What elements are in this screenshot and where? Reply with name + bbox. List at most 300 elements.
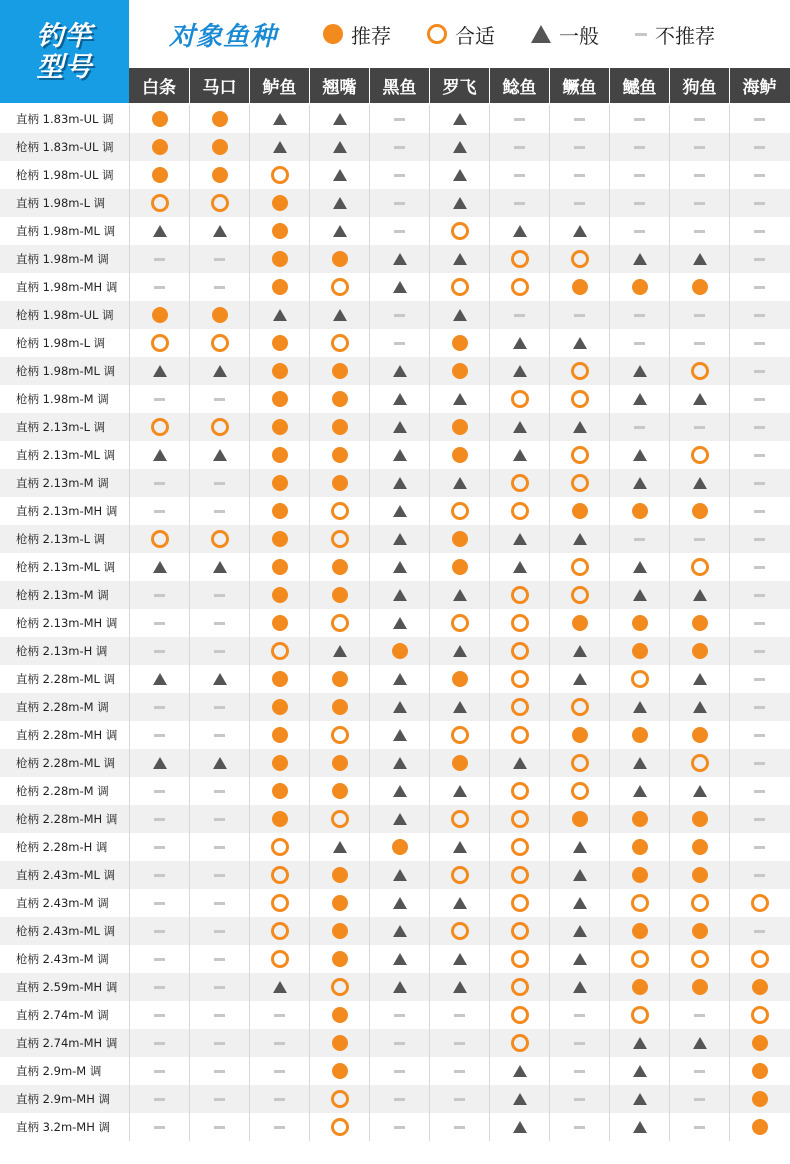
rod-model-label: 枪柄 2.13m-M 调 bbox=[16, 588, 109, 602]
rating-cell bbox=[369, 1029, 429, 1057]
rating-cell bbox=[489, 945, 549, 973]
rating-cell bbox=[249, 1057, 309, 1085]
triangle-icon bbox=[693, 785, 707, 797]
dash-icon bbox=[154, 790, 165, 793]
dash-icon bbox=[694, 342, 705, 345]
ring-icon bbox=[571, 782, 589, 800]
triangle-icon bbox=[393, 757, 407, 769]
triangle-icon bbox=[453, 645, 467, 657]
rating-cell bbox=[429, 469, 489, 497]
rating-cell bbox=[189, 1085, 249, 1113]
rating-cell bbox=[129, 917, 189, 945]
rating-cell bbox=[609, 1085, 669, 1113]
triangle-icon bbox=[453, 169, 467, 181]
filled-circle-icon bbox=[632, 979, 648, 995]
rating-cell bbox=[669, 917, 729, 945]
dash-icon bbox=[154, 734, 165, 737]
rating-cell bbox=[549, 805, 609, 833]
rating-cell bbox=[309, 1113, 369, 1141]
ring-icon bbox=[151, 334, 169, 352]
rod-model-label: 直柄 1.98m-MH 调 bbox=[16, 280, 118, 294]
triangle-icon bbox=[453, 981, 467, 993]
rating-cell bbox=[249, 693, 309, 721]
dash-icon bbox=[214, 622, 225, 625]
rating-cell bbox=[609, 217, 669, 245]
triangle-icon bbox=[693, 393, 707, 405]
triangle-icon bbox=[633, 785, 647, 797]
triangle-icon bbox=[693, 1037, 707, 1049]
filled-circle-icon bbox=[752, 1091, 768, 1107]
filled-circle-icon bbox=[272, 587, 288, 603]
filled-circle-icon bbox=[152, 307, 168, 323]
legend-label-not-recommended: 不推荐 bbox=[655, 23, 716, 48]
ring-icon bbox=[211, 418, 229, 436]
dash-icon bbox=[754, 342, 765, 345]
triangle-icon bbox=[393, 589, 407, 601]
rating-cell bbox=[129, 637, 189, 665]
rating-cell bbox=[669, 133, 729, 161]
filled-circle-icon bbox=[752, 1035, 768, 1051]
ring-icon bbox=[331, 978, 349, 996]
rating-cell bbox=[429, 609, 489, 637]
dash-icon bbox=[694, 538, 705, 541]
rod-model-label: 直柄 2.74m-MH 调 bbox=[16, 1036, 118, 1050]
dash-icon bbox=[574, 202, 585, 205]
triangle-icon bbox=[453, 197, 467, 209]
rating-cell bbox=[369, 833, 429, 861]
rating-cell bbox=[429, 1085, 489, 1113]
ring-icon bbox=[511, 1006, 529, 1024]
filled-circle-icon bbox=[332, 1007, 348, 1023]
rating-cell bbox=[489, 1085, 549, 1113]
triangle-icon bbox=[393, 393, 407, 405]
table-row bbox=[0, 469, 790, 497]
dash-icon bbox=[154, 1126, 165, 1129]
table-row bbox=[0, 889, 790, 917]
dash-icon bbox=[214, 1014, 225, 1017]
triangle-icon bbox=[393, 365, 407, 377]
rating-cell bbox=[309, 581, 369, 609]
rating-cell bbox=[729, 189, 789, 217]
ring-icon bbox=[331, 530, 349, 548]
filled-circle-icon bbox=[212, 139, 228, 155]
triangle-icon bbox=[633, 561, 647, 573]
rating-cell bbox=[429, 861, 489, 889]
rating-cell bbox=[489, 1057, 549, 1085]
filled-circle-icon bbox=[692, 811, 708, 827]
filled-circle-icon bbox=[212, 307, 228, 323]
rating-cell bbox=[549, 693, 609, 721]
rating-cell bbox=[729, 805, 789, 833]
rating-cell bbox=[489, 1113, 549, 1141]
dash-icon bbox=[754, 678, 765, 681]
triangle-icon bbox=[333, 197, 347, 209]
filled-circle-icon bbox=[332, 783, 348, 799]
ring-icon bbox=[571, 362, 589, 380]
rating-cell bbox=[729, 1001, 789, 1029]
filled-circle-icon bbox=[272, 223, 288, 239]
rating-cell bbox=[549, 469, 609, 497]
dash-icon bbox=[154, 482, 165, 485]
rating-cell bbox=[669, 525, 729, 553]
rating-cell bbox=[129, 833, 189, 861]
rating-cell bbox=[369, 189, 429, 217]
table-row bbox=[0, 749, 790, 777]
rating-cell bbox=[309, 665, 369, 693]
rating-cell bbox=[669, 581, 729, 609]
rating-cell bbox=[549, 1113, 609, 1141]
rating-cell bbox=[369, 441, 429, 469]
dash-icon bbox=[574, 1098, 585, 1101]
ring-icon bbox=[511, 894, 529, 912]
rating-cell bbox=[429, 189, 489, 217]
triangle-icon bbox=[573, 925, 587, 937]
dash-icon bbox=[214, 846, 225, 849]
rod-model-label: 直柄 2.28m-MH 调 bbox=[16, 728, 118, 742]
dash-icon bbox=[154, 1014, 165, 1017]
rod-model-label: 枪柄 2.43m-M 调 bbox=[16, 952, 109, 966]
triangle-icon bbox=[633, 449, 647, 461]
ring-icon bbox=[511, 250, 529, 268]
rating-cell bbox=[129, 945, 189, 973]
dash-icon bbox=[574, 1126, 585, 1129]
rating-cell bbox=[369, 917, 429, 945]
rating-cell bbox=[549, 917, 609, 945]
triangle-icon bbox=[513, 1093, 527, 1105]
rating-cell bbox=[129, 497, 189, 525]
rod-model-label: 直柄 1.83m-UL 调 bbox=[16, 112, 114, 126]
rating-cell bbox=[549, 749, 609, 777]
ring-icon bbox=[571, 586, 589, 604]
rating-cell bbox=[549, 189, 609, 217]
rating-cell bbox=[309, 161, 369, 189]
triangle-icon bbox=[453, 477, 467, 489]
dash-icon bbox=[214, 818, 225, 821]
rating-cell bbox=[729, 609, 789, 637]
triangle-icon bbox=[213, 757, 227, 769]
triangle-icon bbox=[513, 533, 527, 545]
rating-cell bbox=[489, 469, 549, 497]
rating-cell bbox=[729, 133, 789, 161]
dash-icon bbox=[274, 1014, 285, 1017]
rating-cell bbox=[189, 609, 249, 637]
rating-cell bbox=[249, 945, 309, 973]
rating-cell bbox=[309, 861, 369, 889]
rod-model-label: 枪柄 2.13m-L 调 bbox=[16, 532, 106, 546]
rating-cell bbox=[309, 273, 369, 301]
rod-model-label: 枪柄 2.13m-MH 调 bbox=[16, 616, 118, 630]
rating-cell bbox=[489, 609, 549, 637]
rating-cell bbox=[549, 441, 609, 469]
dash-icon bbox=[214, 874, 225, 877]
triangle-icon bbox=[513, 225, 527, 237]
triangle-icon bbox=[633, 1037, 647, 1049]
rod-model-label: 直柄 1.98m-L 调 bbox=[16, 196, 106, 210]
rating-cell bbox=[429, 777, 489, 805]
dash-icon bbox=[754, 734, 765, 737]
triangle-icon bbox=[693, 589, 707, 601]
rating-cell bbox=[609, 721, 669, 749]
dash-icon bbox=[754, 286, 765, 289]
triangle-icon bbox=[393, 421, 407, 433]
rating-cell bbox=[429, 525, 489, 553]
rating-cell bbox=[249, 1001, 309, 1029]
rating-cell bbox=[429, 833, 489, 861]
rating-cell bbox=[609, 945, 669, 973]
dash-icon bbox=[754, 566, 765, 569]
rating-cell bbox=[189, 301, 249, 329]
triangle-icon bbox=[633, 393, 647, 405]
rating-cell bbox=[729, 161, 789, 189]
rating-cell bbox=[309, 525, 369, 553]
dash-icon bbox=[694, 1070, 705, 1073]
table-row bbox=[0, 497, 790, 525]
rating-cell bbox=[669, 385, 729, 413]
filled-circle-icon bbox=[272, 727, 288, 743]
rating-cell bbox=[249, 105, 309, 133]
triangle-icon bbox=[573, 841, 587, 853]
rod-model-label: 枪柄 2.43m-ML 调 bbox=[16, 924, 116, 938]
ring-icon bbox=[511, 978, 529, 996]
dash-icon bbox=[574, 1014, 585, 1017]
rating-cell bbox=[609, 245, 669, 273]
triangle-icon bbox=[213, 673, 227, 685]
dash-icon bbox=[634, 118, 645, 121]
rating-cell bbox=[669, 889, 729, 917]
dash-icon bbox=[154, 818, 165, 821]
rating-cell bbox=[609, 161, 669, 189]
rating-cell bbox=[489, 217, 549, 245]
filled-circle-icon bbox=[272, 195, 288, 211]
ring-icon bbox=[691, 362, 709, 380]
ring-icon bbox=[331, 334, 349, 352]
rating-cell bbox=[669, 861, 729, 889]
rod-model-label: 枪柄 2.28m-M 调 bbox=[16, 784, 109, 798]
rating-cell bbox=[309, 301, 369, 329]
triangle-icon bbox=[213, 449, 227, 461]
rating-cell bbox=[489, 525, 549, 553]
legend-title: 对象鱼种 bbox=[169, 21, 278, 52]
fish-header-7: 鳜鱼 bbox=[549, 68, 609, 103]
rating-cell bbox=[369, 1085, 429, 1113]
rating-cell bbox=[429, 385, 489, 413]
rating-cell bbox=[609, 581, 669, 609]
rating-cell bbox=[609, 133, 669, 161]
rating-cell bbox=[729, 637, 789, 665]
rating-cell bbox=[309, 917, 369, 945]
legend-label-recommended: 推荐 bbox=[351, 23, 392, 48]
filled-circle-icon bbox=[452, 671, 468, 687]
rating-cell bbox=[609, 609, 669, 637]
rating-cell bbox=[129, 441, 189, 469]
rating-cell bbox=[249, 161, 309, 189]
dash-icon bbox=[574, 1042, 585, 1045]
dash-icon bbox=[154, 1070, 165, 1073]
rating-cell bbox=[489, 973, 549, 1001]
triangle-icon bbox=[213, 225, 227, 237]
triangle-icon bbox=[573, 673, 587, 685]
triangle-icon bbox=[573, 225, 587, 237]
filled-circle-icon bbox=[272, 279, 288, 295]
rating-cell bbox=[729, 917, 789, 945]
rating-cell bbox=[189, 693, 249, 721]
dash-icon bbox=[574, 314, 585, 317]
rating-cell bbox=[249, 833, 309, 861]
rating-cell bbox=[369, 637, 429, 665]
rating-cell bbox=[429, 637, 489, 665]
rating-cell bbox=[489, 133, 549, 161]
filled-circle-icon bbox=[452, 559, 468, 575]
triangle-icon bbox=[153, 561, 167, 573]
triangle-icon bbox=[393, 981, 407, 993]
rating-cell bbox=[369, 525, 429, 553]
triangle-icon bbox=[273, 309, 287, 321]
dash-icon bbox=[214, 594, 225, 597]
triangle-icon bbox=[633, 365, 647, 377]
rating-cell bbox=[489, 665, 549, 693]
rating-cell bbox=[609, 553, 669, 581]
rating-cell bbox=[309, 1085, 369, 1113]
rating-cell bbox=[549, 133, 609, 161]
rod-table-body bbox=[0, 105, 790, 1141]
rod-model-label: 直柄 2.28m-ML 调 bbox=[16, 672, 116, 686]
rating-cell bbox=[249, 973, 309, 1001]
rod-model-label: 枪柄 2.28m-MH 调 bbox=[16, 812, 118, 826]
rating-cell bbox=[609, 889, 669, 917]
rating-cell bbox=[129, 413, 189, 441]
dash-icon bbox=[514, 202, 525, 205]
dash-icon bbox=[154, 286, 165, 289]
ring-icon bbox=[511, 810, 529, 828]
ring-icon bbox=[211, 334, 229, 352]
rating-cell bbox=[669, 553, 729, 581]
triangle-icon bbox=[453, 897, 467, 909]
dash-icon bbox=[154, 986, 165, 989]
rating-cell bbox=[429, 889, 489, 917]
rating-cell bbox=[429, 945, 489, 973]
filled-circle-icon bbox=[272, 559, 288, 575]
rating-cell bbox=[189, 497, 249, 525]
rating-cell bbox=[549, 553, 609, 581]
rating-cell bbox=[129, 1001, 189, 1029]
table-row bbox=[0, 581, 790, 609]
rating-cell bbox=[189, 833, 249, 861]
rating-cell bbox=[129, 525, 189, 553]
dash-icon bbox=[154, 510, 165, 513]
rating-cell bbox=[729, 973, 789, 1001]
triangle-icon bbox=[153, 365, 167, 377]
rating-cell bbox=[309, 497, 369, 525]
table-row bbox=[0, 357, 790, 385]
rating-cell bbox=[189, 385, 249, 413]
dash-icon bbox=[754, 230, 765, 233]
rating-cell bbox=[309, 609, 369, 637]
dash-icon bbox=[394, 174, 405, 177]
rating-cell bbox=[549, 301, 609, 329]
dash-icon bbox=[454, 1098, 465, 1101]
filled-circle-icon bbox=[272, 391, 288, 407]
fish-header-6: 鲶鱼 bbox=[489, 68, 549, 103]
rod-model-label: 直柄 1.98m-M 调 bbox=[16, 252, 109, 266]
dash-icon bbox=[634, 174, 645, 177]
triangle-icon bbox=[393, 925, 407, 937]
triangle-icon bbox=[573, 533, 587, 545]
filled-circle-icon bbox=[152, 111, 168, 127]
ring-icon bbox=[511, 698, 529, 716]
rating-cell bbox=[429, 1057, 489, 1085]
rating-cell bbox=[129, 861, 189, 889]
rating-cell bbox=[129, 329, 189, 357]
triangle-icon bbox=[393, 617, 407, 629]
rating-cell bbox=[729, 385, 789, 413]
rating-cell bbox=[489, 861, 549, 889]
dash-icon bbox=[214, 1098, 225, 1101]
filled-circle-icon bbox=[272, 615, 288, 631]
rating-cell bbox=[429, 749, 489, 777]
legend-item-recommended bbox=[323, 20, 391, 49]
rating-cell bbox=[189, 917, 249, 945]
rating-cell bbox=[669, 637, 729, 665]
rating-cell bbox=[129, 301, 189, 329]
triangle-icon bbox=[693, 673, 707, 685]
rating-cell bbox=[129, 609, 189, 637]
triangle-icon bbox=[633, 477, 647, 489]
rating-cell bbox=[549, 497, 609, 525]
rating-cell bbox=[609, 1029, 669, 1057]
rating-cell bbox=[369, 581, 429, 609]
ring-icon bbox=[691, 950, 709, 968]
ring-icon bbox=[451, 278, 469, 296]
filled-circle-icon bbox=[632, 643, 648, 659]
triangle-icon bbox=[213, 561, 227, 573]
rating-cell bbox=[609, 861, 669, 889]
rating-cell bbox=[489, 189, 549, 217]
legend-item-suitable bbox=[427, 20, 495, 49]
rating-cell bbox=[669, 609, 729, 637]
rating-cell bbox=[489, 357, 549, 385]
rating-cell bbox=[729, 441, 789, 469]
dash-icon bbox=[754, 706, 765, 709]
rating-cell bbox=[189, 441, 249, 469]
filled-circle-icon bbox=[632, 811, 648, 827]
ring-icon bbox=[451, 866, 469, 884]
ring-icon bbox=[511, 586, 529, 604]
dash-icon bbox=[754, 370, 765, 373]
ring-icon bbox=[571, 474, 589, 492]
dash-icon bbox=[214, 1126, 225, 1129]
rating-cell bbox=[249, 217, 309, 245]
rating-cell bbox=[129, 777, 189, 805]
rating-cell bbox=[729, 665, 789, 693]
dash-icon bbox=[154, 874, 165, 877]
rating-cell bbox=[309, 385, 369, 413]
rating-cell bbox=[249, 329, 309, 357]
rating-cell bbox=[609, 1001, 669, 1029]
rating-cell bbox=[189, 889, 249, 917]
rating-cell bbox=[669, 1113, 729, 1141]
rating-cell bbox=[309, 441, 369, 469]
filled-circle-icon bbox=[332, 251, 348, 267]
rating-cell bbox=[189, 749, 249, 777]
rating-cell bbox=[669, 497, 729, 525]
rating-cell bbox=[669, 161, 729, 189]
rating-cell bbox=[609, 273, 669, 301]
ring-icon bbox=[451, 502, 469, 520]
triangle-icon bbox=[693, 701, 707, 713]
filled-circle-icon bbox=[332, 363, 348, 379]
rating-cell bbox=[369, 497, 429, 525]
dash-icon bbox=[454, 1014, 465, 1017]
